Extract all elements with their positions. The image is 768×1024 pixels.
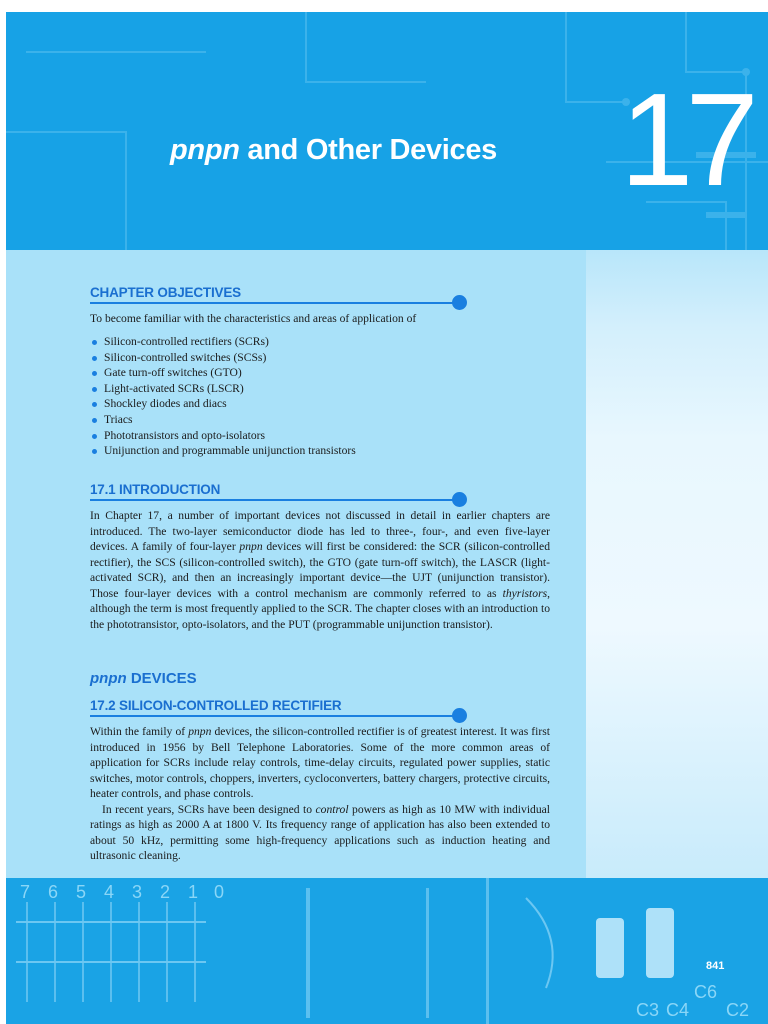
list-item — [90, 412, 356, 428]
objectives-rule-dot — [452, 295, 467, 310]
bullet-dot-icon — [92, 434, 97, 439]
list-item — [90, 396, 356, 412]
intro-text-pnpn: pnpn — [239, 540, 263, 553]
list-item-text: Silicon-controlled rectifiers (SCRs) — [104, 335, 269, 348]
chip-label: C3 — [636, 1000, 660, 1020]
intro-paragraph — [90, 508, 550, 632]
board-mark: 5 — [76, 882, 87, 902]
list-item — [90, 334, 356, 350]
list-item-text: Silicon-controlled switches (SCSs) — [104, 350, 267, 364]
board-mark: 7 — [20, 882, 31, 902]
scr-paragraph-1 — [90, 724, 550, 802]
chip-label: C2 — [726, 1000, 750, 1020]
intro-text-thyristors: thyristors — [502, 586, 548, 600]
section-17-1-body — [90, 508, 550, 632]
part-heading-italic: pnpn — [90, 670, 127, 687]
textbook-page — [6, 12, 768, 1024]
circuit-board-footer — [6, 878, 768, 1024]
part-heading — [90, 670, 197, 687]
scr-text-p2a: In recent years, SCRs have been designed to — [102, 802, 316, 816]
list-item — [90, 365, 356, 381]
right-margin-strip — [586, 250, 768, 878]
bullet-dot-icon — [92, 387, 97, 392]
list-item-text: Light-activated SCRs (LSCR) — [104, 381, 244, 395]
chapter-number: 17 — [620, 66, 751, 213]
section-17-1-rule-dot — [452, 492, 467, 507]
bullet-dot-icon — [92, 371, 97, 376]
scr-text-p2c: powers as high as 10 MW with individual ratings as high as 2000 A at 1800 V. Its frequency range of application has also been extended to about 50 kHz, permitting some high-frequency applications such as induction heating and ultrasonic cleaning. — [90, 802, 550, 862]
list-item-text: Phototransistors and opto-isolators — [104, 428, 266, 442]
list-item-text: Unijunction and programmable unijunction transistors — [104, 444, 356, 458]
section-17-2-rule-dot — [452, 708, 467, 723]
bullet-dot-icon — [92, 402, 97, 407]
board-mark: 1 — [188, 882, 199, 902]
intro-text-c: devices will first be considered: the SCR (silicon-controlled rectifier), the SCS (silicon-controlled switch), the GTO (gate turn-off switch), the LASCR (light-activated SCR), and then an increasingly important device—the UJT (unijunction transistor). Those four-layer devices with a control mechanism are commonly referred to as — [90, 540, 550, 600]
scr-text-a: Within the family of — [90, 725, 189, 738]
scr-text-control: control — [315, 802, 349, 816]
board-mark: 6 — [48, 882, 59, 902]
chapter-title-rest: and Other Devices — [239, 134, 497, 166]
list-item-text: Shockley diodes and diacs — [104, 397, 227, 411]
list-item — [90, 428, 356, 444]
scr-paragraph-2 — [90, 802, 550, 864]
bullet-dot-icon — [92, 340, 97, 345]
bullet-dot-icon — [92, 449, 97, 454]
part-heading-rest: DEVICES — [126, 670, 197, 687]
section-17-2-heading: 17.2 SILICON-CONTROLLED RECTIFIER — [90, 698, 342, 713]
scr-text-c: devices, the silicon-controlled rectifier is of greatest interest. It was first introduced in 1956 by Bell Telephone Laboratories. Some of the more common areas of application for SCRs include relay controls, time-delay circuits, regulated power supplies, static switches, motor controls, choppers, inverters, cycloconverters, battery chargers, protective circuits, heater controls, and phase controls. — [90, 725, 550, 800]
section-17-1-rule — [90, 499, 460, 501]
list-item-text: Triacs — [104, 412, 133, 426]
footer-band — [6, 878, 768, 1024]
board-mark: 2 — [160, 882, 171, 902]
intro-text-e: , although the term is most frequently applied to the SCR. The chapter closes with an introduction to the phototransistor, opto-isolators, and the PUT (programmable unijunction transistor). — [90, 586, 550, 631]
board-mark: 3 — [132, 882, 143, 902]
objectives-heading: CHAPTER OBJECTIVES — [90, 285, 241, 300]
chapter-header-band — [6, 12, 768, 250]
list-item — [90, 381, 356, 397]
section-17-2-rule — [90, 715, 460, 717]
objectives-lead: To become familiar with the characteristics and areas of application of — [90, 312, 417, 325]
intro-text-a: In Chapter 17, a number of important devices not discussed in detail in earlier chapters are introduced. The two-layer semiconductor diode has led to three-, four-, and even five-layer devices. A family of four-layer — [90, 509, 550, 553]
section-17-1-heading: 17.1 INTRODUCTION — [90, 482, 221, 497]
chapter-title-italic: pnpn — [170, 134, 240, 166]
objectives-list — [90, 334, 356, 459]
chapter-title — [170, 134, 497, 167]
board-mark: 0 — [214, 882, 225, 902]
chip-label: C6 — [694, 982, 718, 1002]
board-mark: 4 — [104, 882, 115, 902]
list-item-text: Gate turn-off switches (GTO) — [104, 366, 242, 380]
list-item — [90, 443, 356, 459]
section-17-2-body — [90, 724, 550, 864]
scr-text-pnpn: pnpn — [188, 725, 212, 738]
chip-label: C4 — [666, 1000, 690, 1020]
bullet-dot-icon — [92, 356, 97, 361]
bullet-dot-icon — [92, 418, 97, 423]
list-item — [90, 350, 356, 366]
page-number: 841 — [706, 960, 725, 972]
objectives-rule — [90, 302, 460, 304]
